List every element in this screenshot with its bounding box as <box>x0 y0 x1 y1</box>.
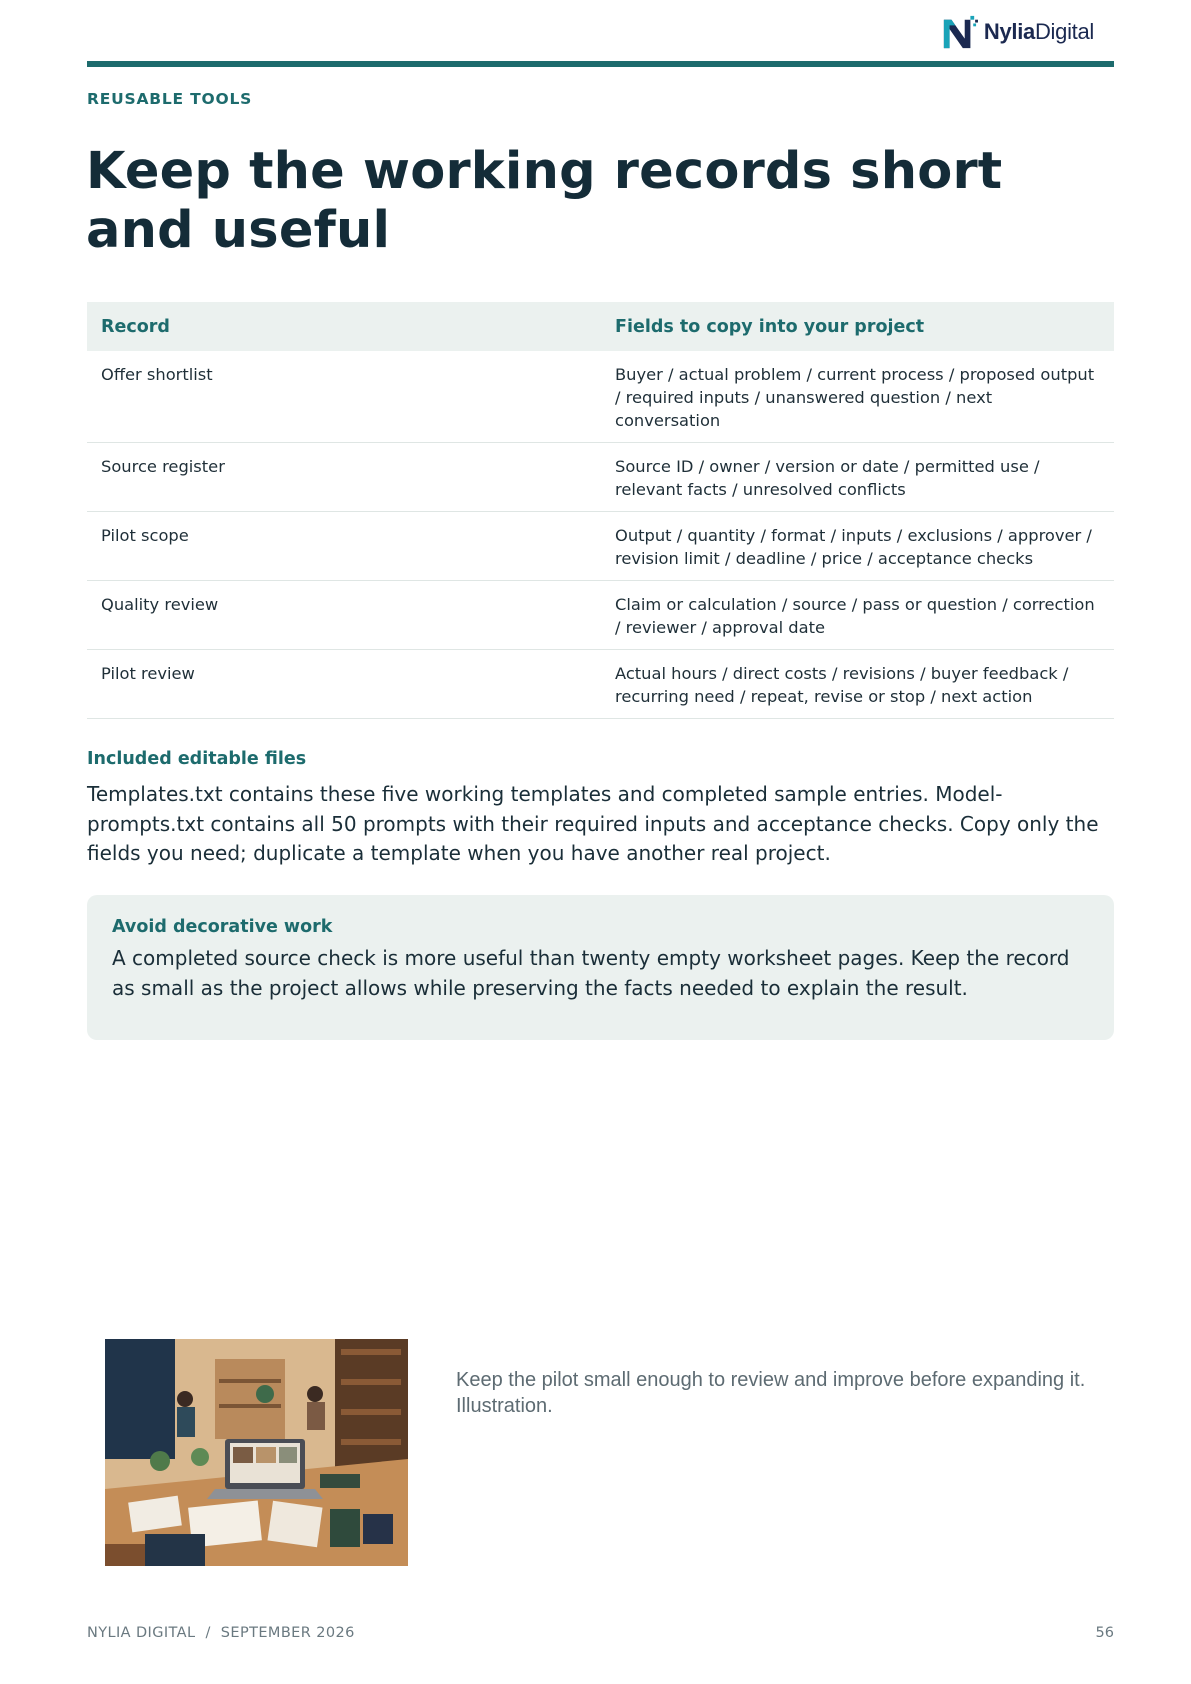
callout-box <box>87 895 1114 1040</box>
table-row <box>87 443 1114 512</box>
table-row <box>87 351 1114 443</box>
header-rule <box>87 61 1114 67</box>
table-row <box>87 650 1114 719</box>
section-eyebrow: REUSABLE TOOLS <box>87 90 253 108</box>
table-row <box>87 581 1114 650</box>
record-name: Offer shortlist <box>87 351 601 443</box>
record-fields: Actual hours / direct costs / revisions / buyer feedback / recurring need / repeat, revise or stop / next action <box>601 650 1114 719</box>
figure-caption: Keep the pilot small enough to review and improve before expanding it. Illustration. <box>456 1369 1086 1417</box>
table-header-row <box>87 302 1114 351</box>
callout-title: Avoid decorative work <box>112 917 333 937</box>
record-name: Pilot scope <box>87 512 601 581</box>
footer-publisher: NYLIA DIGITAL / SEPTEMBER 2026 <box>87 1625 355 1641</box>
record-name: Source register <box>87 443 601 512</box>
brand-logo <box>942 12 1094 52</box>
records-table <box>87 302 1114 719</box>
record-fields: Source ID / owner / version or date / permitted use / relevant facts / unresolved conflicts <box>601 443 1114 512</box>
page-number: 56 <box>1095 1625 1114 1641</box>
included-files-text: Templates.txt contains these five working templates and completed sample entries. Model-prompts.txt contains all 50 prompts with their required inputs and acceptance checks. Copy only the fields you need; duplicate a template when you have another real project. <box>87 782 1099 865</box>
nylia-logo-icon <box>942 13 980 51</box>
record-fields: Buyer / actual problem / current process / proposed output / required inputs / unanswered question / next conversation <box>601 351 1114 443</box>
record-fields: Output / quantity / format / inputs / exclusions / approver / revision limit / deadline / price / acceptance checks <box>601 512 1114 581</box>
included-files-heading: Included editable files <box>87 749 307 769</box>
workshop-illustration <box>105 1339 408 1566</box>
record-fields: Claim or calculation / source / pass or question / correction / reviewer / approval date <box>601 581 1114 650</box>
column-header-record: Record <box>87 302 601 351</box>
callout-text: A completed source check is more useful than twenty empty worksheet pages. Keep the record as small as the project allows while preserving the facts needed to explain the result. <box>112 946 1070 1000</box>
brand-name: NyliaDigital <box>983 19 1094 44</box>
column-header-fields: Fields to copy into your project <box>601 302 1114 351</box>
record-name: Pilot review <box>87 650 601 719</box>
page-title: Keep the working records short and useful <box>86 142 1003 260</box>
record-name: Quality review <box>87 581 601 650</box>
table-row <box>87 512 1114 581</box>
